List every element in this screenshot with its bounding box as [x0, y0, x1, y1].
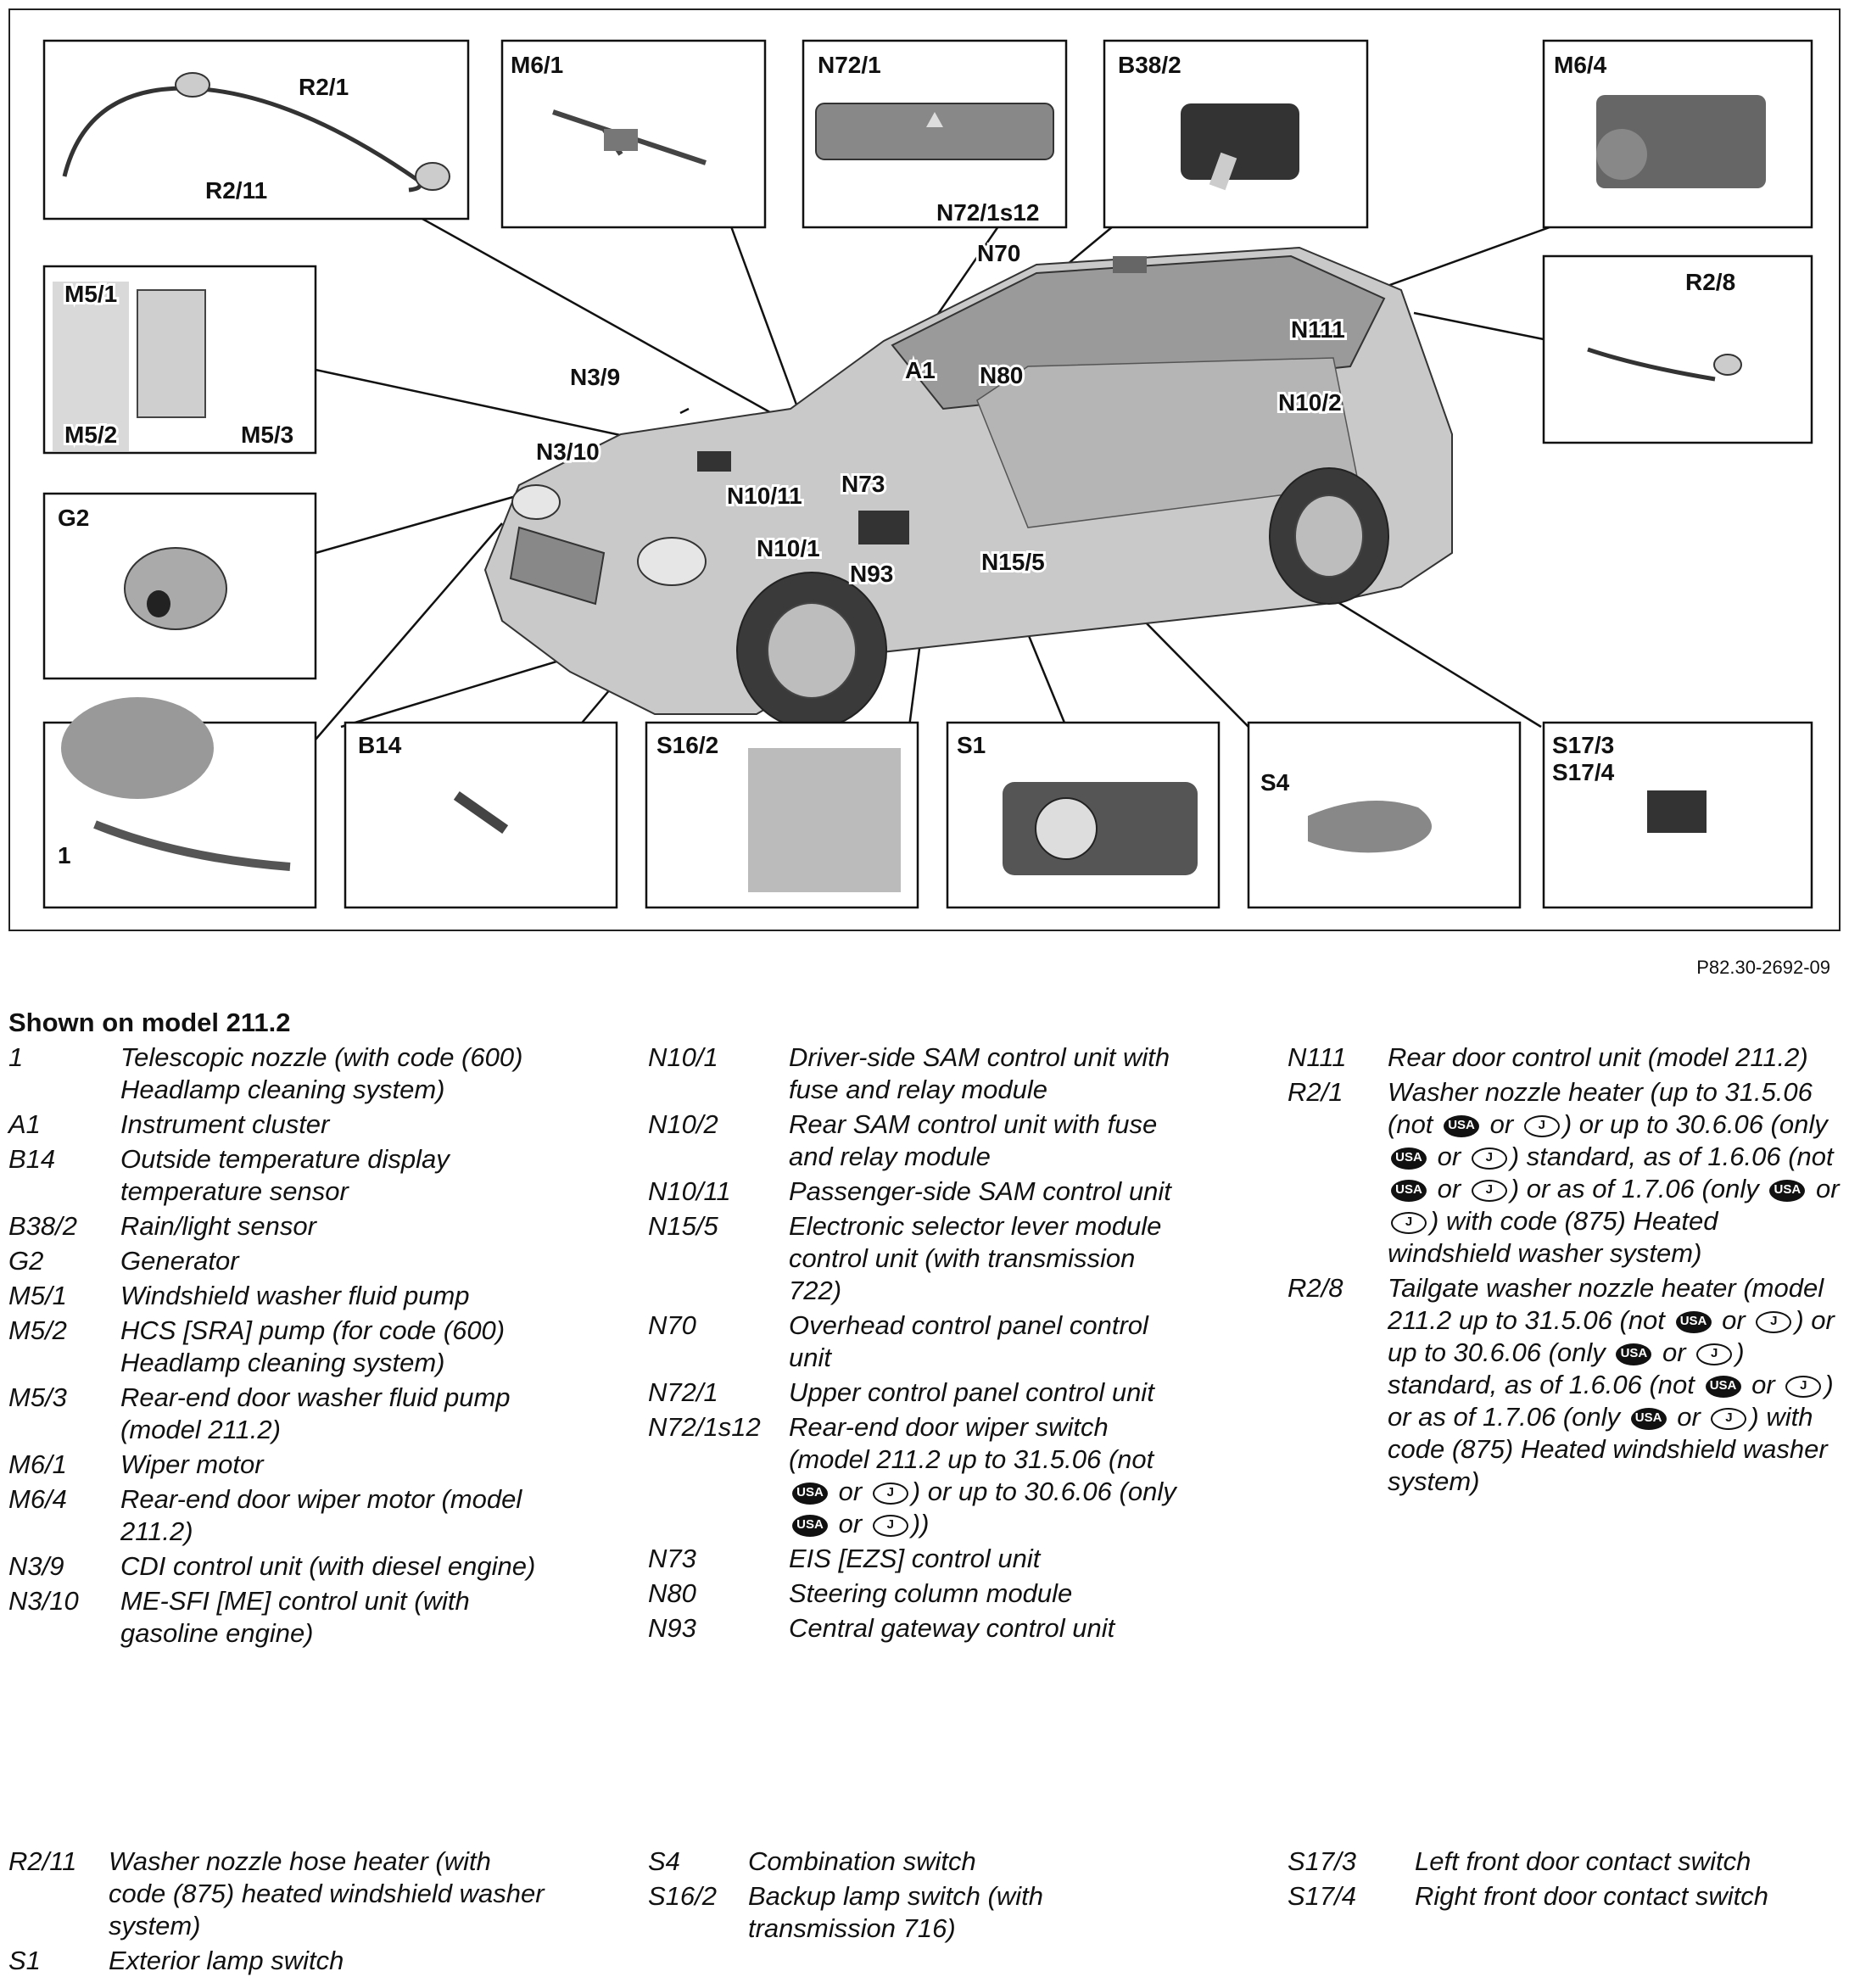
legend-bottom-column-3 — [1288, 1846, 1830, 1915]
legend-item-description: ME-SFI [ME] control unit (with gasoline engine) — [120, 1586, 470, 1648]
legend-item-description: Washer nozzle heater (up to 31.5.06 (not USA or J ) or up to 30.6.06 (only USA or J ) standard, as of 1.6.06 (not USA or J ) or as of 1.7.06 (only USA or J ) with code (875) Heated windshield washer system) — [1388, 1077, 1840, 1268]
legend-item — [648, 1880, 1191, 1945]
callout-S1: S1 — [957, 732, 986, 758]
callout-N10-1: N10/1 — [757, 535, 820, 561]
usa-symbol: USA — [792, 1515, 828, 1537]
usa-symbol: USA — [1676, 1311, 1712, 1333]
legend-item — [8, 1315, 560, 1379]
usa-symbol: USA — [1616, 1343, 1651, 1365]
legend-item — [8, 1945, 551, 1977]
usa-symbol: USA — [1391, 1148, 1427, 1170]
legend-item-code: N111 — [1288, 1042, 1347, 1072]
legend-item — [8, 1846, 551, 1942]
legend-item-code: M6/1 — [8, 1449, 67, 1479]
legend-item — [1288, 1272, 1847, 1498]
callout-G2: G2 — [58, 505, 90, 531]
callout-N10-2: N10/2 — [1278, 389, 1342, 416]
legend-item-description: Exterior lamp switch — [109, 1946, 344, 1975]
component-location-diagram — [8, 8, 1841, 931]
legend-item-description: CDI control unit (with diesel engine) — [120, 1551, 536, 1581]
legend-item-code: N93 — [648, 1613, 696, 1643]
legend-item-description: Rear door control unit (model 211.2) — [1388, 1042, 1808, 1072]
callout-S4: S4 — [1260, 769, 1290, 796]
callout-N72-1s12: N72/1s12 — [936, 199, 1040, 226]
legend-item-description: Telescopic nozzle (with code (600) Headlamp cleaning system) — [120, 1042, 523, 1104]
usa-symbol: USA — [1631, 1408, 1667, 1430]
legend-item-description: Rear-end door washer fluid pump (model 211.2) — [120, 1382, 511, 1444]
japan-symbol: J — [1391, 1212, 1427, 1234]
legend-item — [648, 1041, 1191, 1106]
legend-item — [8, 1585, 560, 1650]
japan-symbol: J — [1756, 1311, 1791, 1333]
japan-symbol: J — [1785, 1376, 1821, 1398]
legend-item-description: Passenger-side SAM control unit — [789, 1176, 1171, 1206]
legend-item — [8, 1550, 560, 1583]
legend-item-code: N73 — [648, 1544, 696, 1573]
legend-item-description: Overhead control panel control unit — [789, 1310, 1148, 1372]
callout-N80: N80 — [980, 362, 1024, 388]
legend-item — [1288, 1846, 1830, 1878]
legend-item-code: N10/2 — [648, 1109, 718, 1139]
legend-item — [8, 1143, 560, 1208]
japan-symbol: J — [1472, 1180, 1507, 1202]
legend-item-description: Tailgate washer nozzle heater (model 211.2 up to 31.5.06 (not USA or J ) or up to 30.6.06 (only USA or J ) standard, as of 1.6.06 (not USA or J ) or as of 1.7.06 (only USA or J ) with code (875) Heated windshield washer system) — [1388, 1273, 1835, 1496]
callout-M5-1: M5/1 — [64, 281, 118, 307]
legend-item-code: R2/8 — [1288, 1273, 1343, 1303]
legend-item — [8, 1041, 560, 1106]
japan-symbol: J — [1711, 1408, 1746, 1430]
legend-item-code: B38/2 — [8, 1211, 78, 1241]
usa-symbol: USA — [792, 1483, 828, 1505]
legend-item — [8, 1483, 560, 1548]
usa-symbol: USA — [1769, 1180, 1805, 1202]
legend-item-code: S17/3 — [1288, 1846, 1357, 1876]
diagram-drawing — [10, 10, 1839, 930]
japan-symbol: J — [1472, 1148, 1507, 1170]
legend-item-description: Upper control panel control unit — [789, 1377, 1154, 1407]
japan-symbol: J — [1524, 1115, 1560, 1137]
usa-symbol: USA — [1706, 1376, 1741, 1398]
legend-item-description: Instrument cluster — [120, 1109, 330, 1139]
legend-item-code: R2/11 — [8, 1846, 77, 1876]
japan-symbol: J — [873, 1483, 908, 1505]
callout-1: 1 — [58, 842, 71, 868]
legend-bottom-column-2 — [648, 1846, 1191, 1947]
callout-N70: N70 — [977, 240, 1021, 266]
legend-item-description: Left front door contact switch — [1415, 1846, 1751, 1876]
callout-B14: B14 — [358, 732, 402, 758]
legend-item — [8, 1108, 560, 1141]
legend-item — [648, 1411, 1191, 1540]
callout-R2-8: R2/8 — [1685, 269, 1736, 295]
legend-item-code: N72/1s12 — [648, 1412, 761, 1442]
callout-N73: N73 — [841, 471, 885, 497]
callout-S17-4: S17/4 — [1552, 759, 1615, 785]
legend-item-description: EIS [EZS] control unit — [789, 1544, 1041, 1573]
legend-item-description: Windshield washer fluid pump — [120, 1281, 470, 1310]
legend-item-description: Steering column module — [789, 1578, 1073, 1608]
legend-item — [1288, 1880, 1830, 1913]
legend-item-description: Rear-end door wiper motor (model 211.2) — [120, 1484, 522, 1546]
legend-item-description: Rain/light sensor — [120, 1211, 316, 1241]
legend-item-description: Wiper motor — [120, 1449, 264, 1479]
callout-M5-3: M5/3 — [241, 422, 294, 448]
legend-item-description: Driver-side SAM control unit with fuse and relay module — [789, 1042, 1170, 1104]
legend-item-code: S1 — [8, 1946, 41, 1975]
legend-item-code: M5/1 — [8, 1281, 67, 1310]
callout-S16-2: S16/2 — [656, 732, 719, 758]
legend-item-code: N72/1 — [648, 1377, 718, 1407]
legend-item — [8, 1210, 560, 1242]
legend-item — [648, 1612, 1191, 1645]
legend-item-code: N3/9 — [8, 1551, 64, 1581]
usa-symbol: USA — [1444, 1115, 1479, 1137]
legend-item-description: Rear SAM control unit with fuse and relay module — [789, 1109, 1158, 1171]
legend-item-code: A1 — [8, 1109, 41, 1139]
legend-item — [648, 1108, 1191, 1173]
legend-item-code: S17/4 — [1288, 1881, 1357, 1911]
legend-item-code: N80 — [648, 1578, 696, 1608]
legend-item-description: Rear-end door wiper switch (model 211.2 up to 31.5.06 (not USA or J ) or up to 30.6.06 (only USA or J )) — [789, 1412, 1176, 1538]
legend-item — [648, 1543, 1191, 1575]
legend-item-code: N10/1 — [648, 1042, 718, 1072]
legend-item-code: M5/2 — [8, 1315, 67, 1345]
legend-item-description: Right front door contact switch — [1415, 1881, 1768, 1911]
callout-R2-11: R2/11 — [205, 177, 268, 204]
callout-N72-1: N72/1 — [818, 52, 881, 78]
legend-item-code: M5/3 — [8, 1382, 67, 1412]
legend-item-code: B14 — [8, 1144, 56, 1174]
legend-item — [8, 1449, 560, 1481]
legend-item-code: G2 — [8, 1246, 44, 1276]
callout-N3-10: N3/10 — [536, 438, 600, 465]
callout-N93: N93 — [850, 561, 894, 587]
legend-item-code: N15/5 — [648, 1211, 718, 1241]
callout-M6-4: M6/4 — [1554, 52, 1607, 78]
figure-code: P82.30-2692-09 — [1696, 957, 1830, 978]
legend-item-code: N10/11 — [648, 1176, 731, 1206]
callout-M5-2: M5/2 — [64, 422, 118, 448]
legend-item-code: S4 — [648, 1846, 680, 1876]
callout-N3-9: N3/9 — [570, 364, 621, 390]
legend-item-code: N70 — [648, 1310, 696, 1340]
legend-item — [8, 1280, 560, 1312]
legend-item — [648, 1846, 1191, 1878]
legend-item-code: 1 — [8, 1042, 24, 1072]
legend-item-description: Washer nozzle hose heater (with code (875) heated windshield washer system) — [109, 1846, 545, 1941]
legend-item-description: Generator — [120, 1246, 239, 1276]
usa-symbol: USA — [1391, 1180, 1427, 1202]
legend-item — [648, 1578, 1191, 1610]
legend-item-code: R2/1 — [1288, 1077, 1343, 1107]
legend-item — [648, 1210, 1191, 1307]
legend-bottom-column-1 — [8, 1846, 551, 1980]
legend-item — [8, 1382, 560, 1446]
legend-item-description: Electronic selector lever module control unit (with transmission 722) — [789, 1211, 1162, 1305]
legend-item-code: N3/10 — [8, 1586, 79, 1616]
legend-item — [1288, 1041, 1847, 1074]
legend-title: Shown on model 211.2 — [8, 1008, 291, 1037]
legend-column-3 — [1288, 1041, 1847, 1500]
callout-R2-1: R2/1 — [299, 74, 349, 100]
callout-A1: A1 — [905, 357, 936, 383]
legend-item — [8, 1245, 560, 1277]
legend-item — [1288, 1076, 1847, 1270]
legend-item-description: Backup lamp switch (with transmission 716) — [748, 1881, 1044, 1943]
callout-S17-3: S17/3 — [1552, 732, 1615, 758]
callout-N10-11: N10/11 — [727, 483, 802, 509]
callout-M6-1: M6/1 — [511, 52, 564, 78]
legend-item-description: Outside temperature display temperature sensor — [120, 1144, 450, 1206]
legend-column-2 — [648, 1041, 1191, 1647]
legend-item-code: M6/4 — [8, 1484, 67, 1514]
legend-item — [648, 1175, 1191, 1208]
legend-item — [648, 1310, 1191, 1374]
legend-item-description: Combination switch — [748, 1846, 976, 1876]
callout-N15-5: N15/5 — [981, 549, 1045, 575]
japan-symbol: J — [873, 1515, 908, 1537]
japan-symbol: J — [1696, 1343, 1732, 1365]
callout-N111: N111 — [1291, 316, 1345, 343]
legend-item-description: HCS [SRA] pump (for code (600) Headlamp cleaning system) — [120, 1315, 506, 1377]
legend-item — [648, 1377, 1191, 1409]
legend-item-code: S16/2 — [648, 1881, 718, 1911]
callout-B38-2: B38/2 — [1118, 52, 1181, 78]
legend-column-1 — [8, 1041, 560, 1652]
legend-item-description: Central gateway control unit — [789, 1613, 1115, 1643]
